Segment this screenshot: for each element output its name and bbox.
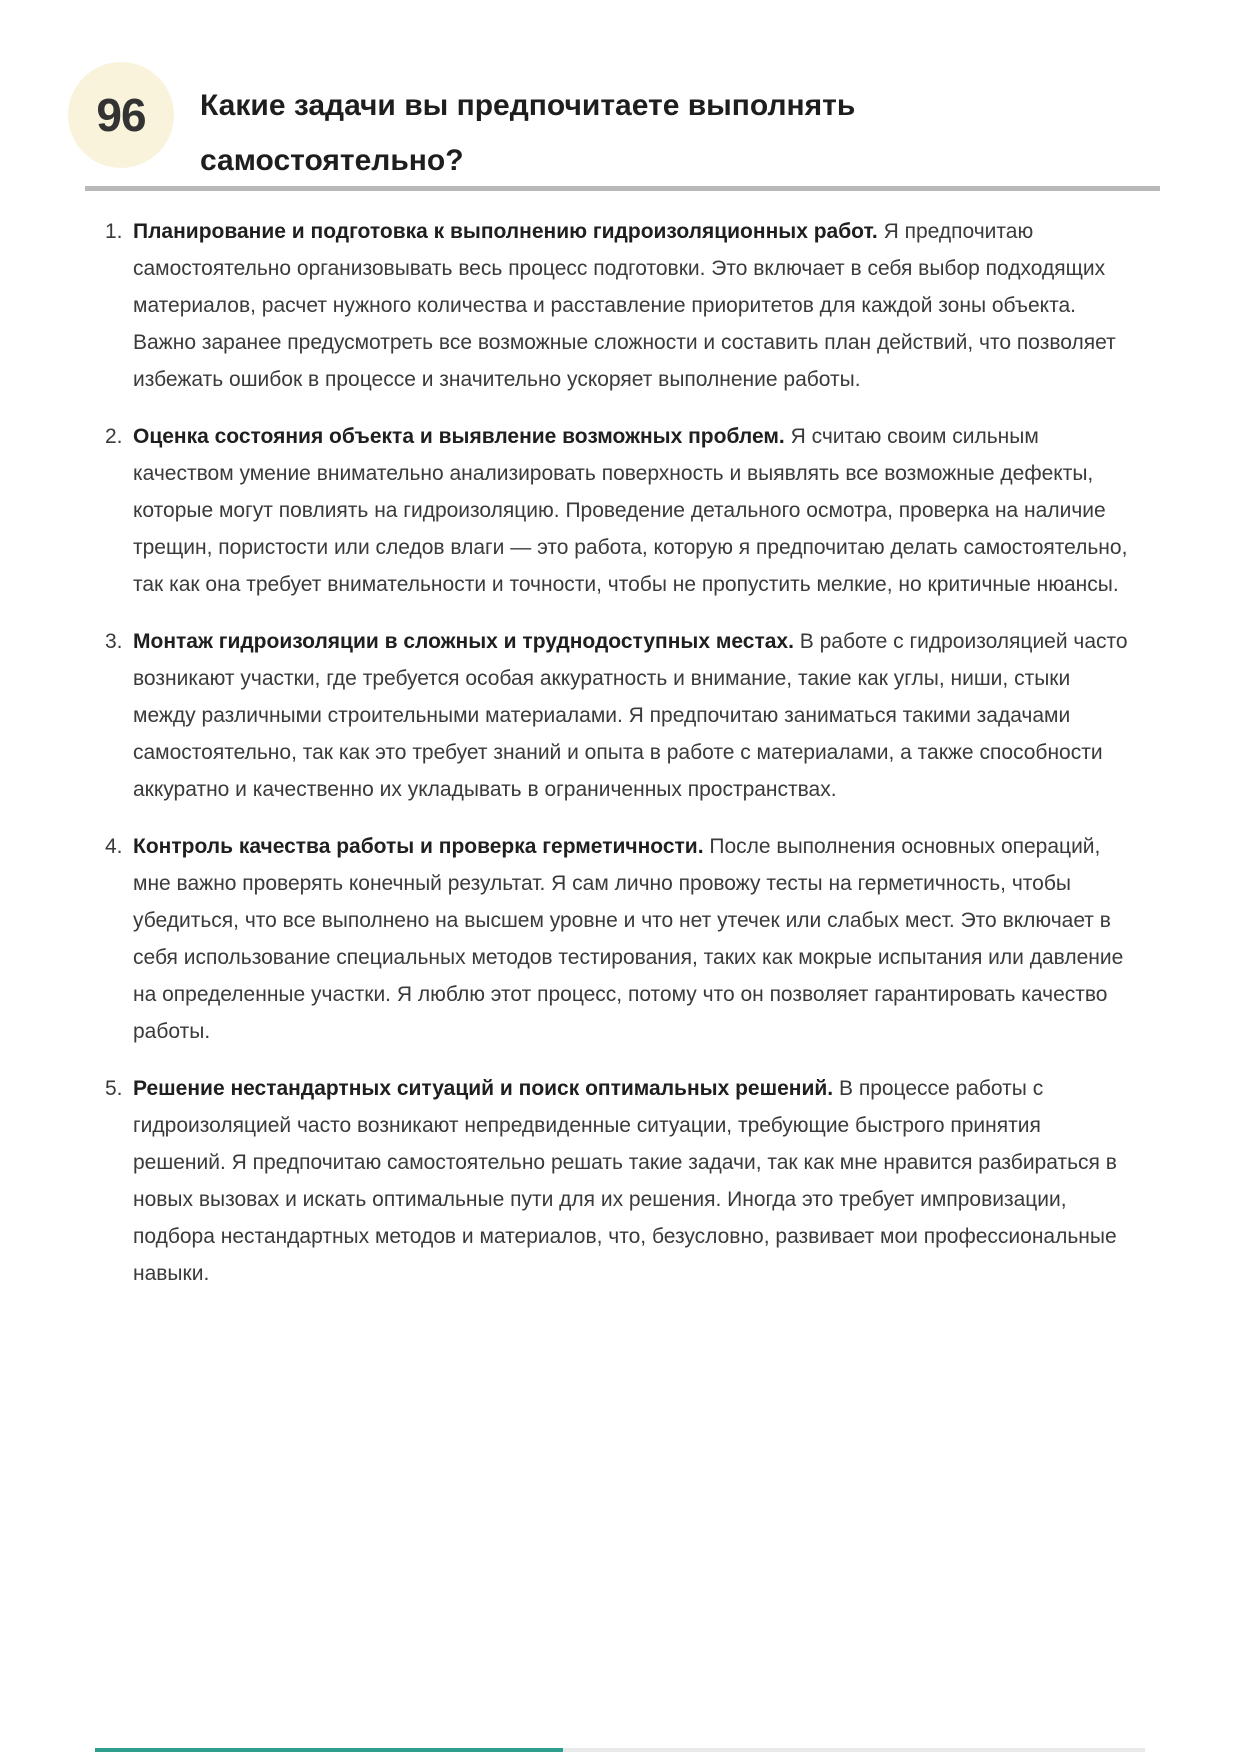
answers-list xyxy=(105,213,1137,1312)
answer-number: 4. xyxy=(105,835,123,858)
answer-body: В процессе работы с гидроизоляцией часто возникают непредвиденные ситуации, требующие быстрого принятия решений. Я предпочитаю самостоятельно решать такие задачи, так как мне нравится разбираться в новых вызовах и искать оптимальные пути для их решения. Иногда это требует импровизации, подбора нестандартных методов и материалов, что, безусловно, развивает мои профессиональные навыки. xyxy=(133,1077,1117,1285)
answer-item-5 xyxy=(105,1070,1137,1292)
question-number-badge xyxy=(68,62,174,168)
answer-number: 5. xyxy=(105,1077,123,1100)
answer-body: После выполнения основных операций, мне важно проверять конечный результат. Я сам лично провожу тесты на герметичность, чтобы убедиться, что все выполнено на высшем уровне и что нет утечек или слабых мест. Это включает в себя использование специальных методов тестирования, таких как мокрые испытания или давление на определенные участки. Я люблю этот процесс, потому что он позволяет гарантировать качество работы. xyxy=(133,835,1124,1043)
answer-paragraph xyxy=(133,1070,1137,1292)
answer-number: 1. xyxy=(105,220,123,243)
answer-lead: Планирование и подготовка к выполнению гидроизоляционных работ. xyxy=(133,220,878,243)
answer-item-3 xyxy=(105,623,1137,808)
page-title: Какие задачи вы предпочитаете выполнять самостоятельно? xyxy=(200,89,856,178)
header-divider xyxy=(85,186,1160,191)
answer-body: Я считаю своим сильным качеством умение внимательно анализировать поверхность и выявлять все возможные дефекты, которые могут повлиять на гидроизоляцию. Проведение детального осмотра, проверка на наличие трещин, пористости или следов влаги — это работа, которую я предпочитаю делать самостоятельно, так как она требует внимательности и точности, чтобы не пропустить мелкие, но критичные нюансы. xyxy=(133,425,1128,596)
progress-track xyxy=(563,1748,1145,1752)
question-number: 96 xyxy=(96,89,146,141)
answer-body: Я предпочитаю самостоятельно организовывать весь процесс подготовки. Это включает в себя выбор подходящих материалов, расчет нужного количества и расставление приоритетов для каждой зоны объекта. Важно заранее предусмотреть все возможные сложности и составить план действий, что позволяет избежать ошибок в процессе и значительно ускоряет выполнение работы. xyxy=(133,220,1116,391)
answer-paragraph xyxy=(133,418,1137,603)
answer-lead: Монтаж гидроизоляции в сложных и труднодоступных местах. xyxy=(133,630,794,653)
answer-item-2 xyxy=(105,418,1137,603)
answer-lead: Решение нестандартных ситуаций и поиск оптимальных решений. xyxy=(133,1077,834,1100)
answer-paragraph xyxy=(133,213,1137,398)
answer-lead: Оценка состояния объекта и выявление возможных проблем. xyxy=(133,425,785,448)
answer-paragraph xyxy=(133,828,1137,1050)
answer-lead: Контроль качества работы и проверка герметичности. xyxy=(133,835,704,858)
answer-item-1 xyxy=(105,213,1137,398)
bottom-progress-bar xyxy=(95,1748,1145,1752)
answer-paragraph xyxy=(133,623,1137,808)
answer-number: 3. xyxy=(105,630,123,653)
answer-body: В работе с гидроизоляцией часто возникают участки, где требуется особая аккуратность и внимание, такие как углы, ниши, стыки между различными строительными материалами. Я предпочитаю заниматься такими задачами самостоятельно, так как это требует знаний и опыта в работе с материалами, а также способности аккуратно и качественно их укладывать в ограниченных пространствах. xyxy=(133,630,1128,801)
answer-item-4 xyxy=(105,828,1137,1050)
progress-fill xyxy=(95,1748,563,1752)
answer-number: 2. xyxy=(105,425,123,448)
